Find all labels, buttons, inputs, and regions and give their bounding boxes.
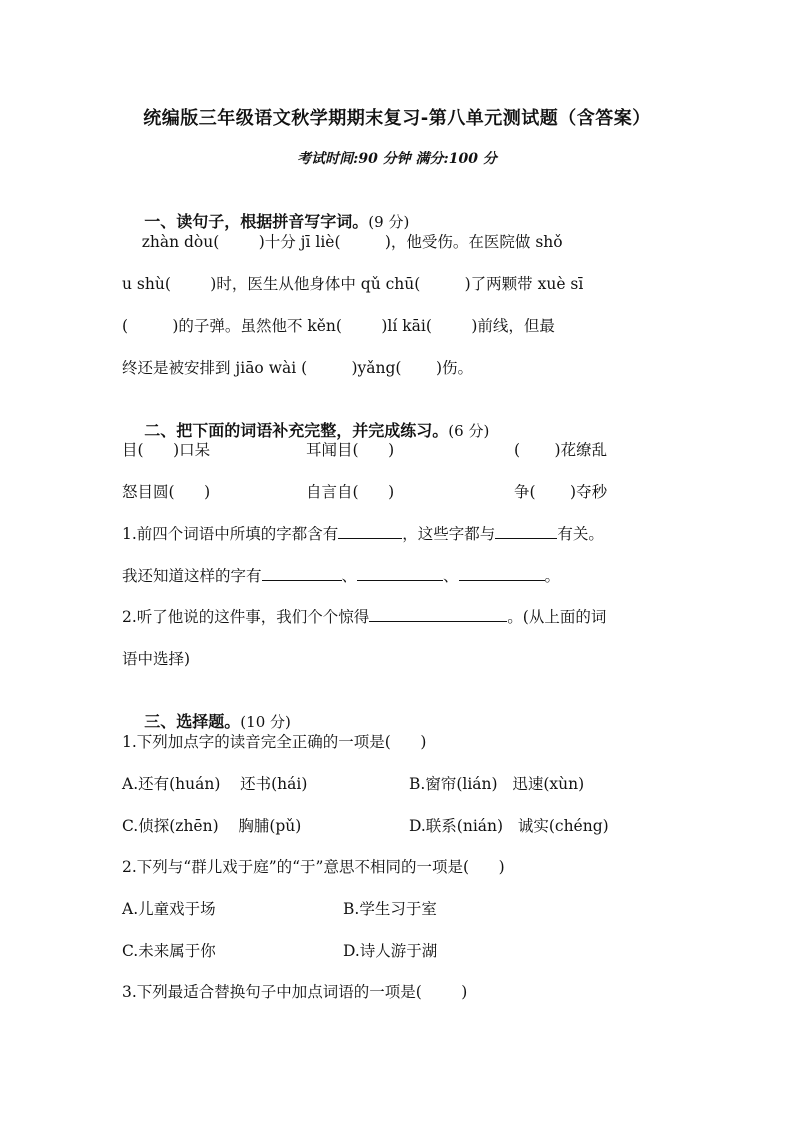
q1-option-a: A.还有(huán) 还书(hái) xyxy=(122,775,308,793)
q1-option-c: C.侦探(zhēn) 胸脯(pǔ) xyxy=(122,817,302,835)
q1-end: 。 xyxy=(544,567,561,585)
q2-option-d: D.诗人游于湖 xyxy=(343,942,438,960)
section2-q1-line1 xyxy=(122,523,604,545)
q1-line2-text: 我还知道这样的字有 xyxy=(122,567,262,585)
section3-q3: 3.下列最适合替换句子中加点词语的一项是( ) xyxy=(122,983,468,1001)
q2-option-b: B.学生习于室 xyxy=(343,900,437,918)
section1-line-3: ( )的子弹。虽然他不 kěn( )lí kāi( )前线，但最 xyxy=(122,317,555,335)
section2-q2-line1 xyxy=(122,606,606,628)
section3-heading-text: 三、选择题。 xyxy=(144,712,241,731)
q1-text-a: 1.前四个词语中所填的字都含有 xyxy=(122,525,339,543)
section1-line-4: 终还是被安排到 jiāo wài ( )yǎng( )伤。 xyxy=(122,359,474,377)
q2-option-c: C.未来属于你 xyxy=(122,942,216,960)
q2-option-a: A.儿童戏于场 xyxy=(122,900,216,918)
section3-q1: 1.下列加点字的读音完全正确的一项是( ) xyxy=(122,733,427,751)
section2-score: (6 分) xyxy=(448,422,490,440)
section3-score: (10 分) xyxy=(240,713,291,731)
q1-option-b: B.窗帘(lián) 迅速(xùn) xyxy=(409,775,585,793)
answer-blank[interactable] xyxy=(459,566,545,581)
exam-info: 考试时间:90 分钟 满分:100 分 xyxy=(297,151,497,167)
idiom-2: 耳闻目( ) xyxy=(306,441,395,459)
idiom-1: 目( )口呆 xyxy=(122,441,211,459)
q1-option-d: D.联系(nián) 诚实(chéng) xyxy=(409,817,609,835)
section1-heading-text: 一、读句子，根据拼音写字词。 xyxy=(144,212,369,231)
q1-separator: 、 xyxy=(443,567,459,585)
answer-blank[interactable] xyxy=(495,524,557,539)
section1-line-1: zhàn dòu( )十分 jī liè( )，他受伤。在医院做 shǒ xyxy=(122,233,563,251)
q2-text-b: 。(从上面的词 xyxy=(507,608,607,626)
q1-text-b: ，这些字都与 xyxy=(402,525,496,543)
section2-heading-text: 二、把下面的词语补充完整，并完成练习。 xyxy=(144,421,449,440)
q1-separator: 、 xyxy=(341,567,358,585)
page-title: 统编版三年级语文秋学期期末复习-第八单元测试题（含答案） xyxy=(143,108,651,129)
section2-q1-line2 xyxy=(122,565,560,587)
idiom-3: ( )花缭乱 xyxy=(514,441,608,459)
answer-blank[interactable] xyxy=(338,524,402,539)
section2-q2-line2: 语中选择) xyxy=(122,650,191,668)
idiom-4: 怒目圆( ) xyxy=(122,483,211,501)
answer-blank[interactable] xyxy=(357,566,443,581)
section3-q2: 2.下列与“群儿戏于庭”的“于”意思不相同的一项是( ) xyxy=(122,858,505,876)
q1-text-c: 有关。 xyxy=(557,525,604,543)
answer-blank[interactable] xyxy=(369,607,507,622)
idiom-6: 争( )夺秒 xyxy=(514,483,608,501)
q2-text-a: 2.听了他说的这件事，我们个个惊得 xyxy=(122,608,370,626)
answer-blank[interactable] xyxy=(262,566,342,581)
section1-line-2: u shù( )时，医生从他身体中 qǔ chū( )了两颗带 xuè sī xyxy=(122,275,584,293)
idiom-5: 自言自( ) xyxy=(306,483,395,501)
section1-score: (9 分) xyxy=(368,213,410,231)
